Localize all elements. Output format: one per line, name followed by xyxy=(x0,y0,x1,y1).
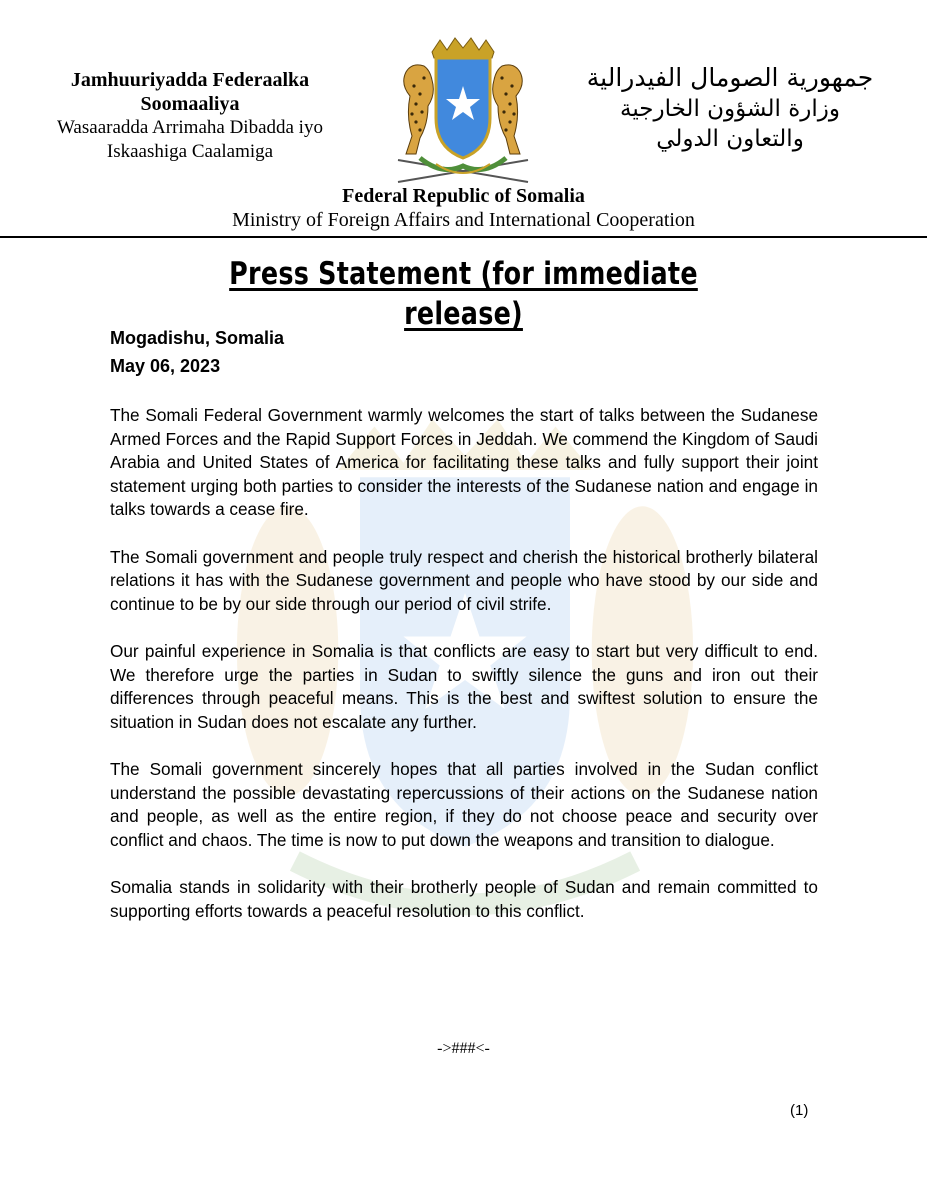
dateline xyxy=(110,324,284,380)
paragraph: Our painful experience in Somalia is that conflicts are easy to start but very difficult to end. We therefore urge the parties in Sudan to swiftly silence the guns and iron out their differences through peaceful means. This is the best and swiftest solution to ensure the situation in Sudan does not escalate any further. xyxy=(110,641,818,732)
coat-of-arms-emblem xyxy=(376,36,550,188)
letterhead-arabic xyxy=(540,62,920,154)
location: Mogadishu, Somalia xyxy=(110,328,285,348)
page-number: (1) xyxy=(790,1102,809,1119)
arabic-ministry-line-1: وزارة الشؤون الخارجية xyxy=(619,96,841,122)
paragraph: The Somali Federal Government warmly welcomes the start of talks between the Sudanese Armed Forces and the Rapid Support Forces in Jeddah. We commend the Kingdom of Saudi Arabia and United States of America for facilitating these talks and fully support their joint statement urging both parties to consider the interests of the Sudanese nation and engage in talks towards a cease fire. xyxy=(110,405,818,519)
date: May 06, 2023 xyxy=(110,356,221,376)
somali-republic-name: Jamhuuriyadda Federaalka Soomaaliya xyxy=(70,69,310,115)
english-republic-name: Federal Republic of Somalia xyxy=(342,185,585,207)
arabic-republic-name: جمهورية الصومال الفيدرالية xyxy=(586,63,874,92)
paragraph: The Somali government and people truly respect and cherish the historical brotherly bilateral relations it has with the Sudanese government and people who have stood by our side and continue to be by our side through our period of civil strife. xyxy=(110,546,818,614)
english-ministry-name: Ministry of Foreign Affairs and International Cooperation xyxy=(232,209,695,231)
arabic-ministry-line-2: والتعاون الدولي xyxy=(656,126,804,152)
letterhead-somali xyxy=(30,68,350,164)
press-statement-title: Press Statement (for immediate release) xyxy=(229,256,698,332)
statement-body xyxy=(110,404,818,947)
letterhead-english xyxy=(150,184,777,232)
letterhead-divider xyxy=(0,236,927,238)
paragraph: The Somali government sincerely hopes that all parties involved in the Sudan conflict understand the possible devastating repercussions of their actions on the Sudanese nation and people, as well as the entire region, if they do not choose peace and security over conflict and chaos. The time is now to put down the weapons and transition to dialogue. xyxy=(110,759,818,850)
somali-ministry-line-2: Iskaashiga Caalamiga xyxy=(106,141,274,162)
paragraph: Somalia stands in solidarity with their brotherly people of Sudan and remain committed to supporting efforts towards a peaceful resolution to this conflict. xyxy=(110,877,818,921)
end-mark: ->###<- xyxy=(437,1040,490,1057)
somali-ministry-line-1: Wasaaradda Arrimaha Dibadda iyo xyxy=(57,117,323,138)
